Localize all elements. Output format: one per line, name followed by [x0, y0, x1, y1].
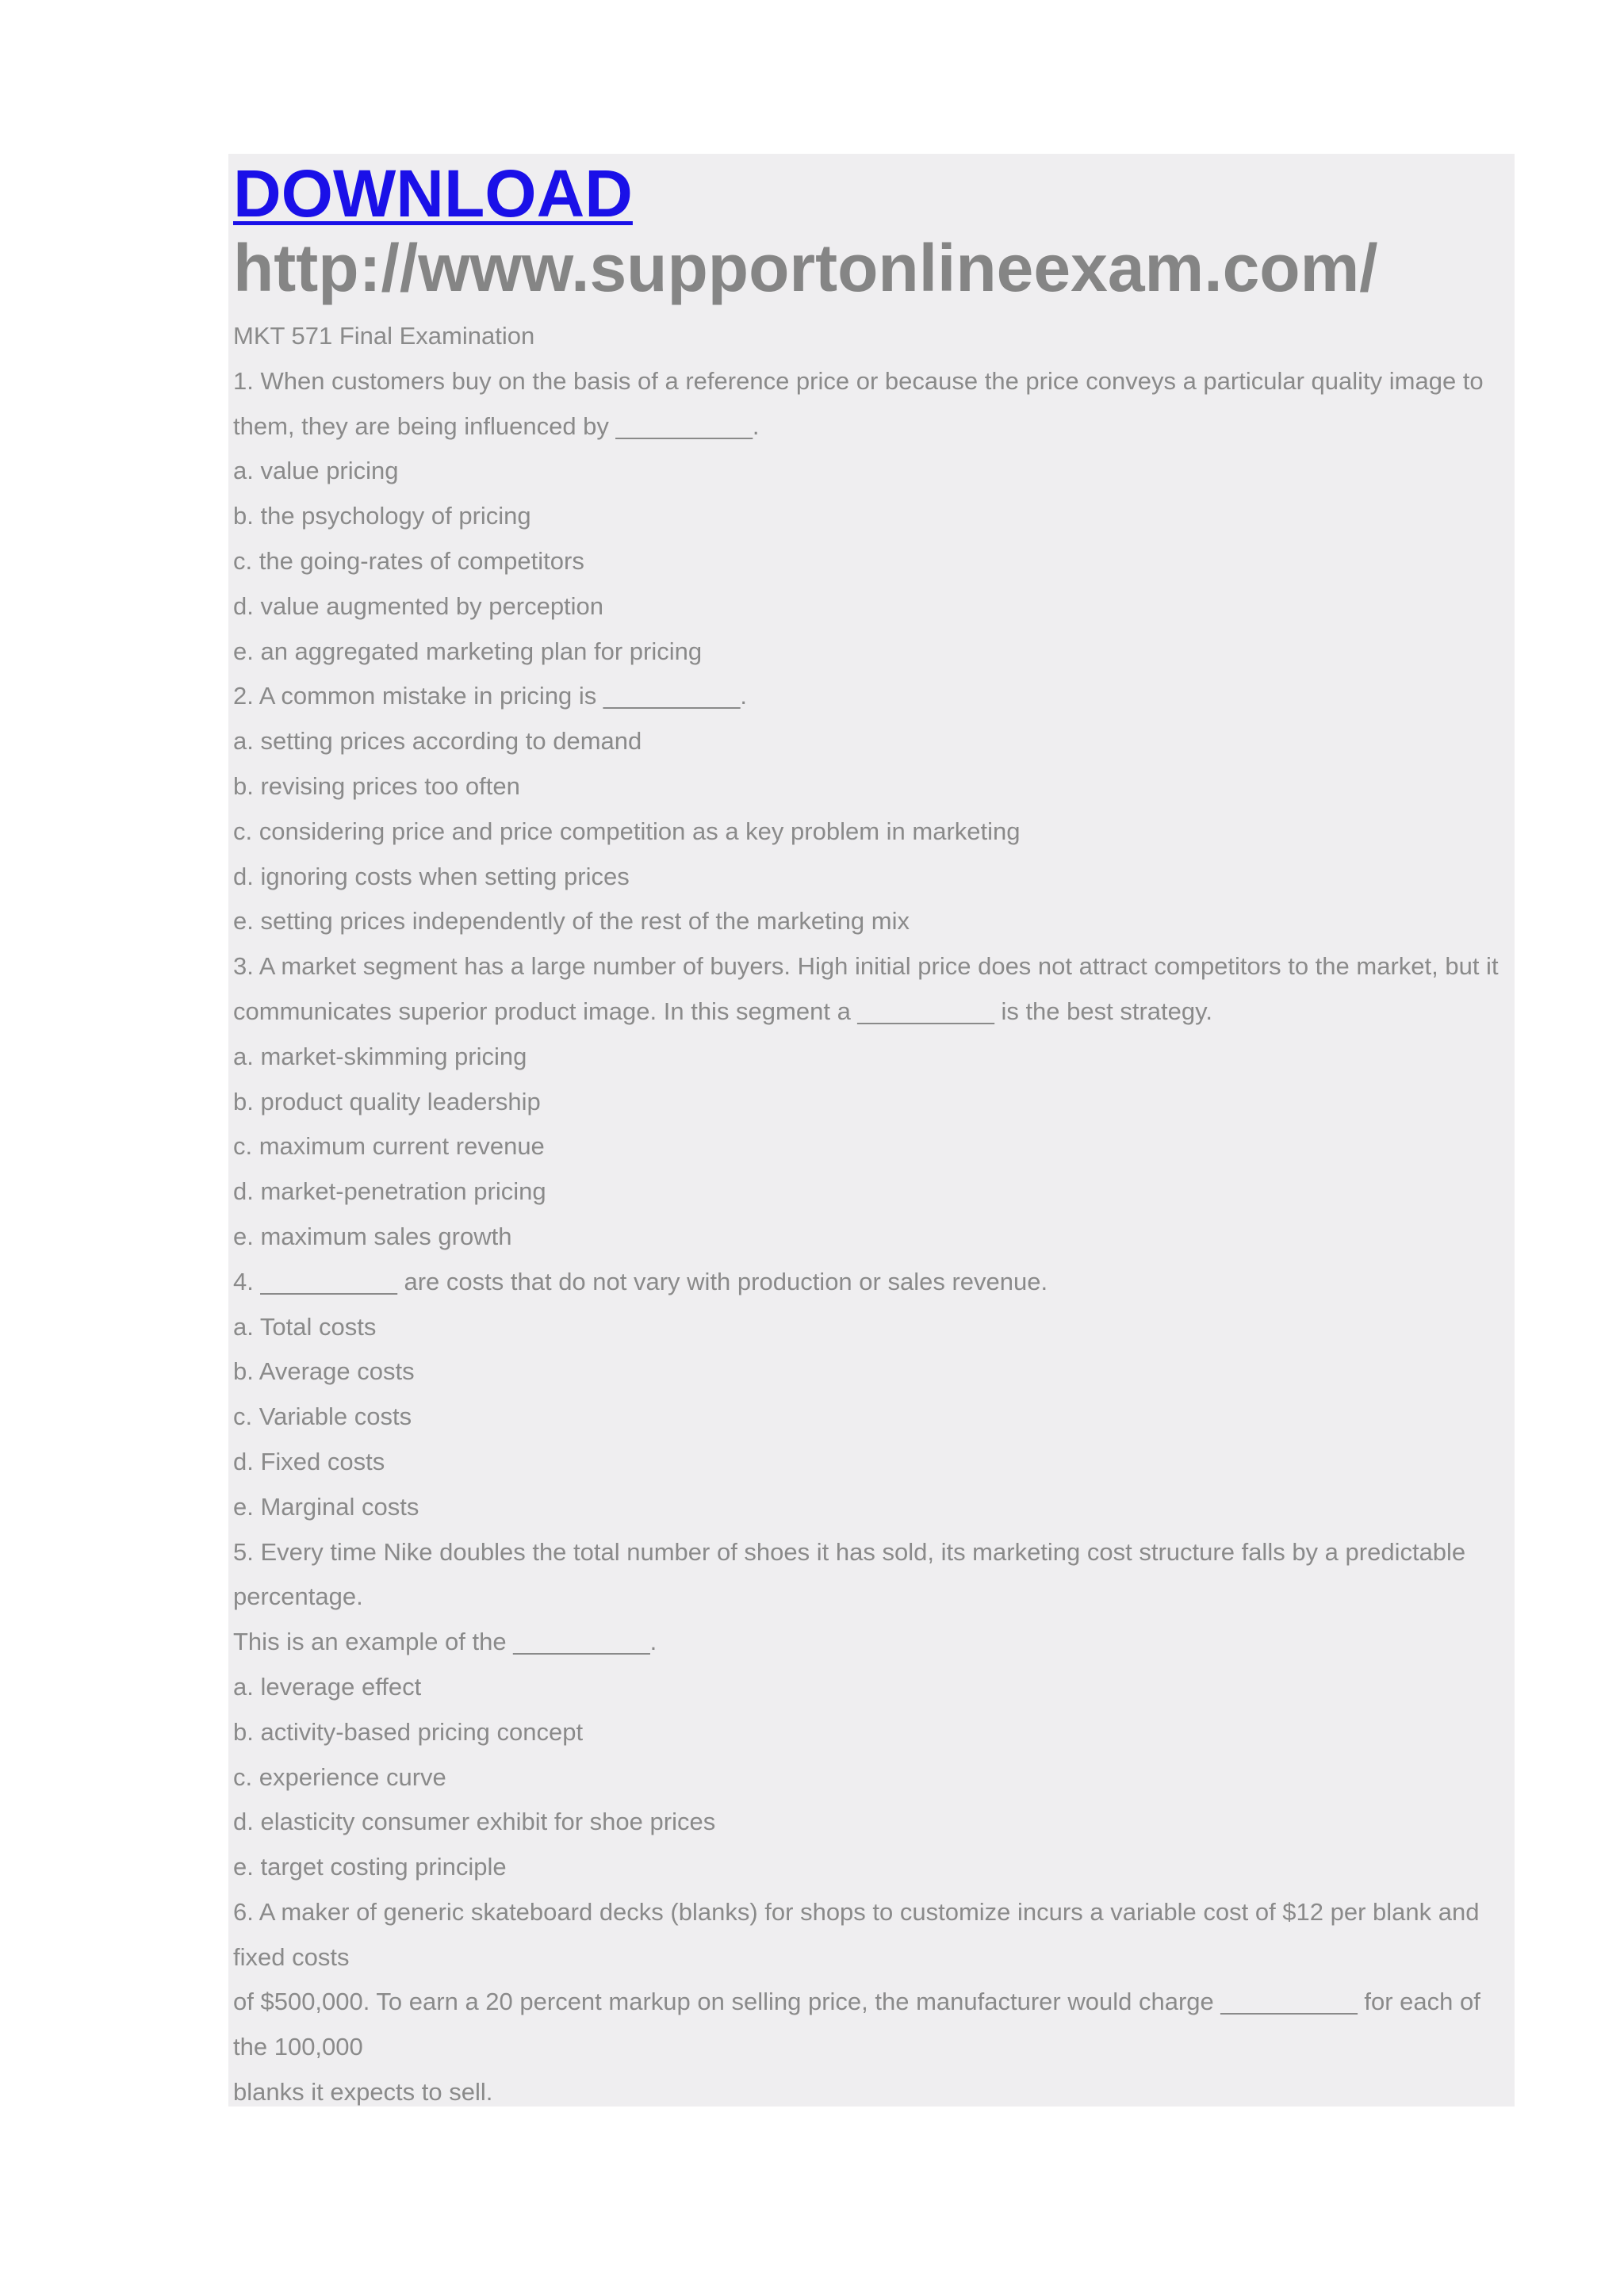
question-2-option-a: a. setting prices according to demand	[233, 727, 642, 756]
question-1-option-c: c. the going-rates of competitors	[233, 546, 584, 575]
question-6-line-3: of $500,000. To earn a 20 percent markup on selling price, the manufacturer would charge __________ for each of	[233, 1988, 1480, 2016]
question-3-option-e: e. maximum sales growth	[233, 1222, 512, 1250]
question-5-option-d: d. elasticity consumer exhibit for shoe prices	[233, 1808, 716, 1836]
question-5-option-e: e. target costing principle	[233, 1853, 507, 1881]
question-2: 2. A common mistake in pricing is __________.	[233, 682, 747, 710]
question-1-option-b: b. the psychology of pricing	[233, 502, 531, 530]
question-6-line-1: 6. A maker of generic skateboard decks (blanks) for shops to customize incurs a variable cost of $12 per blank and	[233, 1897, 1480, 1926]
question-1-line-1: 1. When customers buy on the basis of a reference price or because the price conveys a particular quality image to	[233, 366, 1484, 395]
question-5-option-b: b. activity-based pricing concept	[233, 1717, 584, 1746]
question-6-line-2: fixed costs	[233, 1942, 350, 1971]
download-link[interactable]: DOWNLOAD	[233, 156, 633, 231]
question-6-line-5: blanks it expects to sell.	[233, 2078, 493, 2107]
question-5-line-2: percentage.	[233, 1582, 363, 1611]
question-2-option-e: e. setting prices independently of the rest of the marketing mix	[233, 907, 910, 936]
question-3-option-c: c. maximum current revenue	[233, 1132, 545, 1161]
question-5-option-a: a. leverage effect	[233, 1672, 422, 1701]
question-1-line-2: them, they are being influenced by __________.	[233, 411, 760, 440]
question-1-option-d: d. value augmented by perception	[233, 591, 604, 620]
exam-title: MKT 571 Final Examination	[233, 322, 535, 350]
question-4-option-c: c. Variable costs	[233, 1402, 412, 1431]
question-4-option-e: e. Marginal costs	[233, 1492, 419, 1521]
question-3-line-1: 3. A market segment has a large number of buyers. High initial price does not attract competitors to the market, but it	[233, 952, 1499, 981]
question-5-option-c: c. experience curve	[233, 1762, 446, 1791]
question-1-option-a: a. value pricing	[233, 457, 399, 485]
question-3-option-d: d. market-penetration pricing	[233, 1177, 546, 1206]
question-1-option-e: e. an aggregated marketing plan for pricing	[233, 637, 703, 665]
question-4-option-a: a. Total costs	[233, 1312, 377, 1341]
question-3-line-2: communicates superior product image. In this segment a __________ is the best strategy.	[233, 997, 1212, 1025]
question-5-line-3: This is an example of the __________.	[233, 1628, 657, 1656]
question-3-option-a: a. market-skimming pricing	[233, 1042, 527, 1070]
question-3-option-b: b. product quality leadership	[233, 1087, 541, 1115]
question-4-option-b: b. Average costs	[233, 1357, 415, 1386]
site-url-heading: http://www.supportonlineexam.com/	[233, 231, 1378, 305]
question-6-line-4: the 100,000	[233, 2033, 363, 2061]
question-2-option-d: d. ignoring costs when setting prices	[233, 862, 630, 890]
question-4-option-d: d. Fixed costs	[233, 1447, 385, 1475]
question-4: 4. __________ are costs that do not vary with production or sales revenue.	[233, 1267, 1048, 1295]
exam-text	[233, 314, 1510, 2115]
question-2-option-c: c. considering price and price competition as a key problem in marketing	[233, 817, 1021, 845]
question-2-option-b: b. revising prices too often	[233, 771, 520, 800]
question-5-line-1: 5. Every time Nike doubles the total number of shoes it has sold, its marketing cost structure falls by a predictable	[233, 1537, 1466, 1566]
